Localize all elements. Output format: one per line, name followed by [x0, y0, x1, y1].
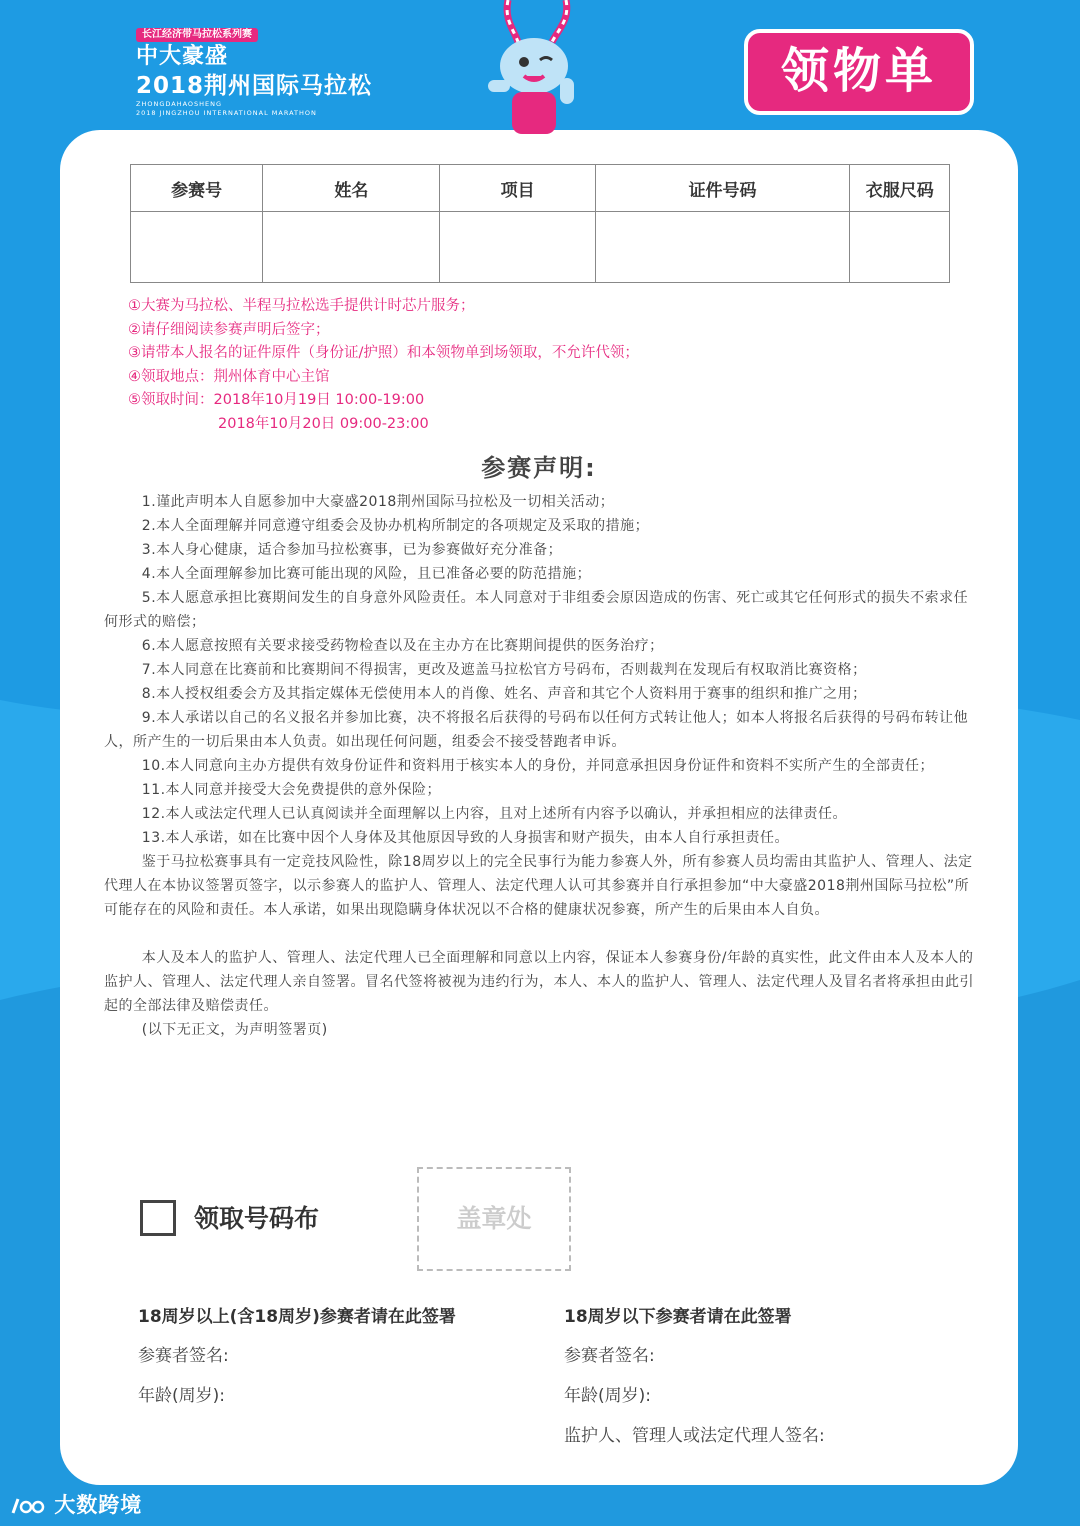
declaration-paragraph: 6.本人愿意按照有关要求接受药物检查以及在主办方在比赛期间提供的医务治疗； [141, 638, 664, 654]
declaration-note: (以下无正文，为声明签署页) [141, 1022, 328, 1038]
declaration-body [104, 490, 978, 1042]
declaration-paragraph: 8.本人授权组委会方及其指定媒体无偿使用本人的肖像、姓名、声音和其它个人资料用于赛事的组织和推广之用； [141, 686, 867, 702]
name-cell[interactable] [263, 212, 440, 283]
adult-age-field[interactable]: 年龄(周岁): [138, 1386, 225, 1406]
guardian-signature-field[interactable]: 监护人、管理人或法定代理人签名: [564, 1426, 825, 1446]
declaration-title: 参赛声明: [481, 454, 597, 482]
declaration-paragraph: 5.本人愿意承担比赛期间发生的自身意外风险责任。本人同意对于非组委会原因造成的伤害、死亡或其它任何形式的损失不索求任何形式的赔偿； [104, 590, 969, 630]
sponsor-pinyin: ZHONGDAHAOSHENG [136, 100, 223, 108]
bib-pickup-label: 领取号码布 [194, 1204, 320, 1233]
declaration-paragraph: 7.本人同意在比赛前和比赛期间不得损害，更改及遮盖马拉松官方号码布，否则裁判在发现后有权取消比赛资格； [141, 662, 867, 678]
watermark [10, 1490, 142, 1520]
mascot-icon [470, 0, 590, 134]
adult-signature-heading: 18周岁以上(含18周岁)参赛者请在此签署 [138, 1307, 456, 1327]
col-id-number: 证件号码 [595, 165, 850, 212]
col-shirt-size: 衣服尺码 [850, 165, 950, 212]
minor-signature-section [564, 1302, 825, 1465]
declaration-confirmation: 本人及本人的监护人、管理人、法定代理人已全面理解和同意以上内容，保证本人参赛身份/年龄的真实性，此文件由本人及本人的监护人、管理人、法定代理人亲自签署。冒名代签将被视为违约行为，本人、本人的监护人、管理人、法定代理人及冒名者将承担由此引起的全部法律及赔偿责任。 [104, 950, 974, 1014]
event-subline: 2018 JINGZHOU INTERNATIONAL MARATHON [136, 109, 317, 117]
col-event: 项目 [440, 165, 595, 212]
declaration-paragraph: 4.本人全面理解参加比赛可能出现的风险，且已准备必要的防范措施； [141, 566, 592, 582]
sponsor-name: 中大豪盛 [136, 44, 229, 69]
declaration-paragraph: 13.本人承诺，如在比赛中因个人身体及其他原因导致的人身损害和财产损失，由本人自行承担责任。 [141, 830, 790, 846]
minor-signature-heading: 18周岁以下参赛者请在此签署 [564, 1307, 792, 1327]
note-item: ⑤领取时间：2018年10月19日 10:00-19:00 [128, 392, 425, 408]
declaration-paragraph: 12.本人或法定代理人已认真阅读并全面理解以上内容，且对上述所有内容予以确认，并承担相应的法律责任。 [141, 806, 848, 822]
watermark-logo-icon [10, 1495, 46, 1517]
minor-age-field[interactable]: 年龄(周岁): [564, 1386, 651, 1406]
declaration-paragraph: 11.本人同意并接受大会免费提供的意外保险； [141, 782, 442, 798]
minor-name-signature-field[interactable]: 参赛者签名: [564, 1346, 655, 1366]
note-item: ③请带本人报名的证件原件（身份证/护照）和本领物单到场领取，不允许代领； [128, 345, 639, 361]
shirt-size-cell[interactable] [850, 212, 950, 283]
notes-list [128, 295, 928, 436]
declaration-paragraph: 1.谨此声明本人自愿参加中大豪盛2018荆州国际马拉松及一切相关活动； [141, 494, 615, 510]
col-bib-number: 参赛号 [131, 165, 263, 212]
form-content [60, 130, 1018, 1485]
bib-number-cell[interactable] [131, 212, 263, 283]
registration-table [130, 164, 950, 283]
header [0, 0, 1080, 140]
form-title: 领物单 [744, 29, 974, 115]
bib-pickup-checkbox[interactable] [140, 1200, 176, 1236]
id-number-cell[interactable] [595, 212, 850, 283]
declaration-paragraph: 10.本人同意向主办方提供有效身份证件和资料用于核实本人的身份，并同意承担因身份证件和资料不实所产生的全部责任； [141, 758, 935, 774]
declaration-paragraph: 鉴于马拉松赛事具有一定竞技风险性，除18周岁以上的完全民事行为能力参赛人外，所有参赛人员均需由其监护人、管理人、法定代理人在本协议签署页签字，以示参赛人的监护人、管理人、法定代理人认可其参赛并自行承担参加“中大豪盛2018荆州国际马拉松”所可能存在的风险和责任。本人承诺，如果出现隐瞒身体状况以不合格的健康状况参赛，所产生的后果由本人自负。 [104, 854, 973, 918]
declaration-paragraph: 2.本人全面理解并同意遵守组委会及协办机构所制定的各项规定及采取的措施； [141, 518, 650, 534]
watermark-text: 大数跨境 [54, 1493, 143, 1517]
adult-signature-section [138, 1302, 456, 1425]
stamp-area[interactable]: 盖章处 [417, 1167, 571, 1271]
col-name: 姓名 [263, 165, 440, 212]
event-name: 2018荆州国际马拉松 [136, 73, 373, 99]
event-cell[interactable] [440, 212, 595, 283]
note-item: 2018年10月20日 09:00-23:00 [218, 415, 429, 432]
note-item: ④领取地点：荆州体育中心主馆 [128, 368, 330, 385]
table-row [131, 212, 950, 283]
declaration-paragraph: 9.本人承诺以自己的名义报名并参加比赛，决不将报名后获得的号码布以任何方式转让他人；如本人将报名后获得的号码布转让他人，所产生的一切后果由本人负责。如出现任何问题，组委会不接受替跑者申诉。 [104, 710, 969, 750]
series-badge: 长江经济带马拉松系列赛 [136, 28, 258, 42]
note-item: ②请仔细阅读参赛声明后签字； [128, 321, 330, 338]
declaration-paragraph: 3.本人身心健康，适合参加马拉松赛事，已为参赛做好充分准备； [141, 542, 563, 558]
adult-name-signature-field[interactable]: 参赛者签名: [138, 1346, 229, 1366]
note-item: ①大赛为马拉松、半程马拉松选手提供计时芯片服务； [128, 298, 475, 314]
